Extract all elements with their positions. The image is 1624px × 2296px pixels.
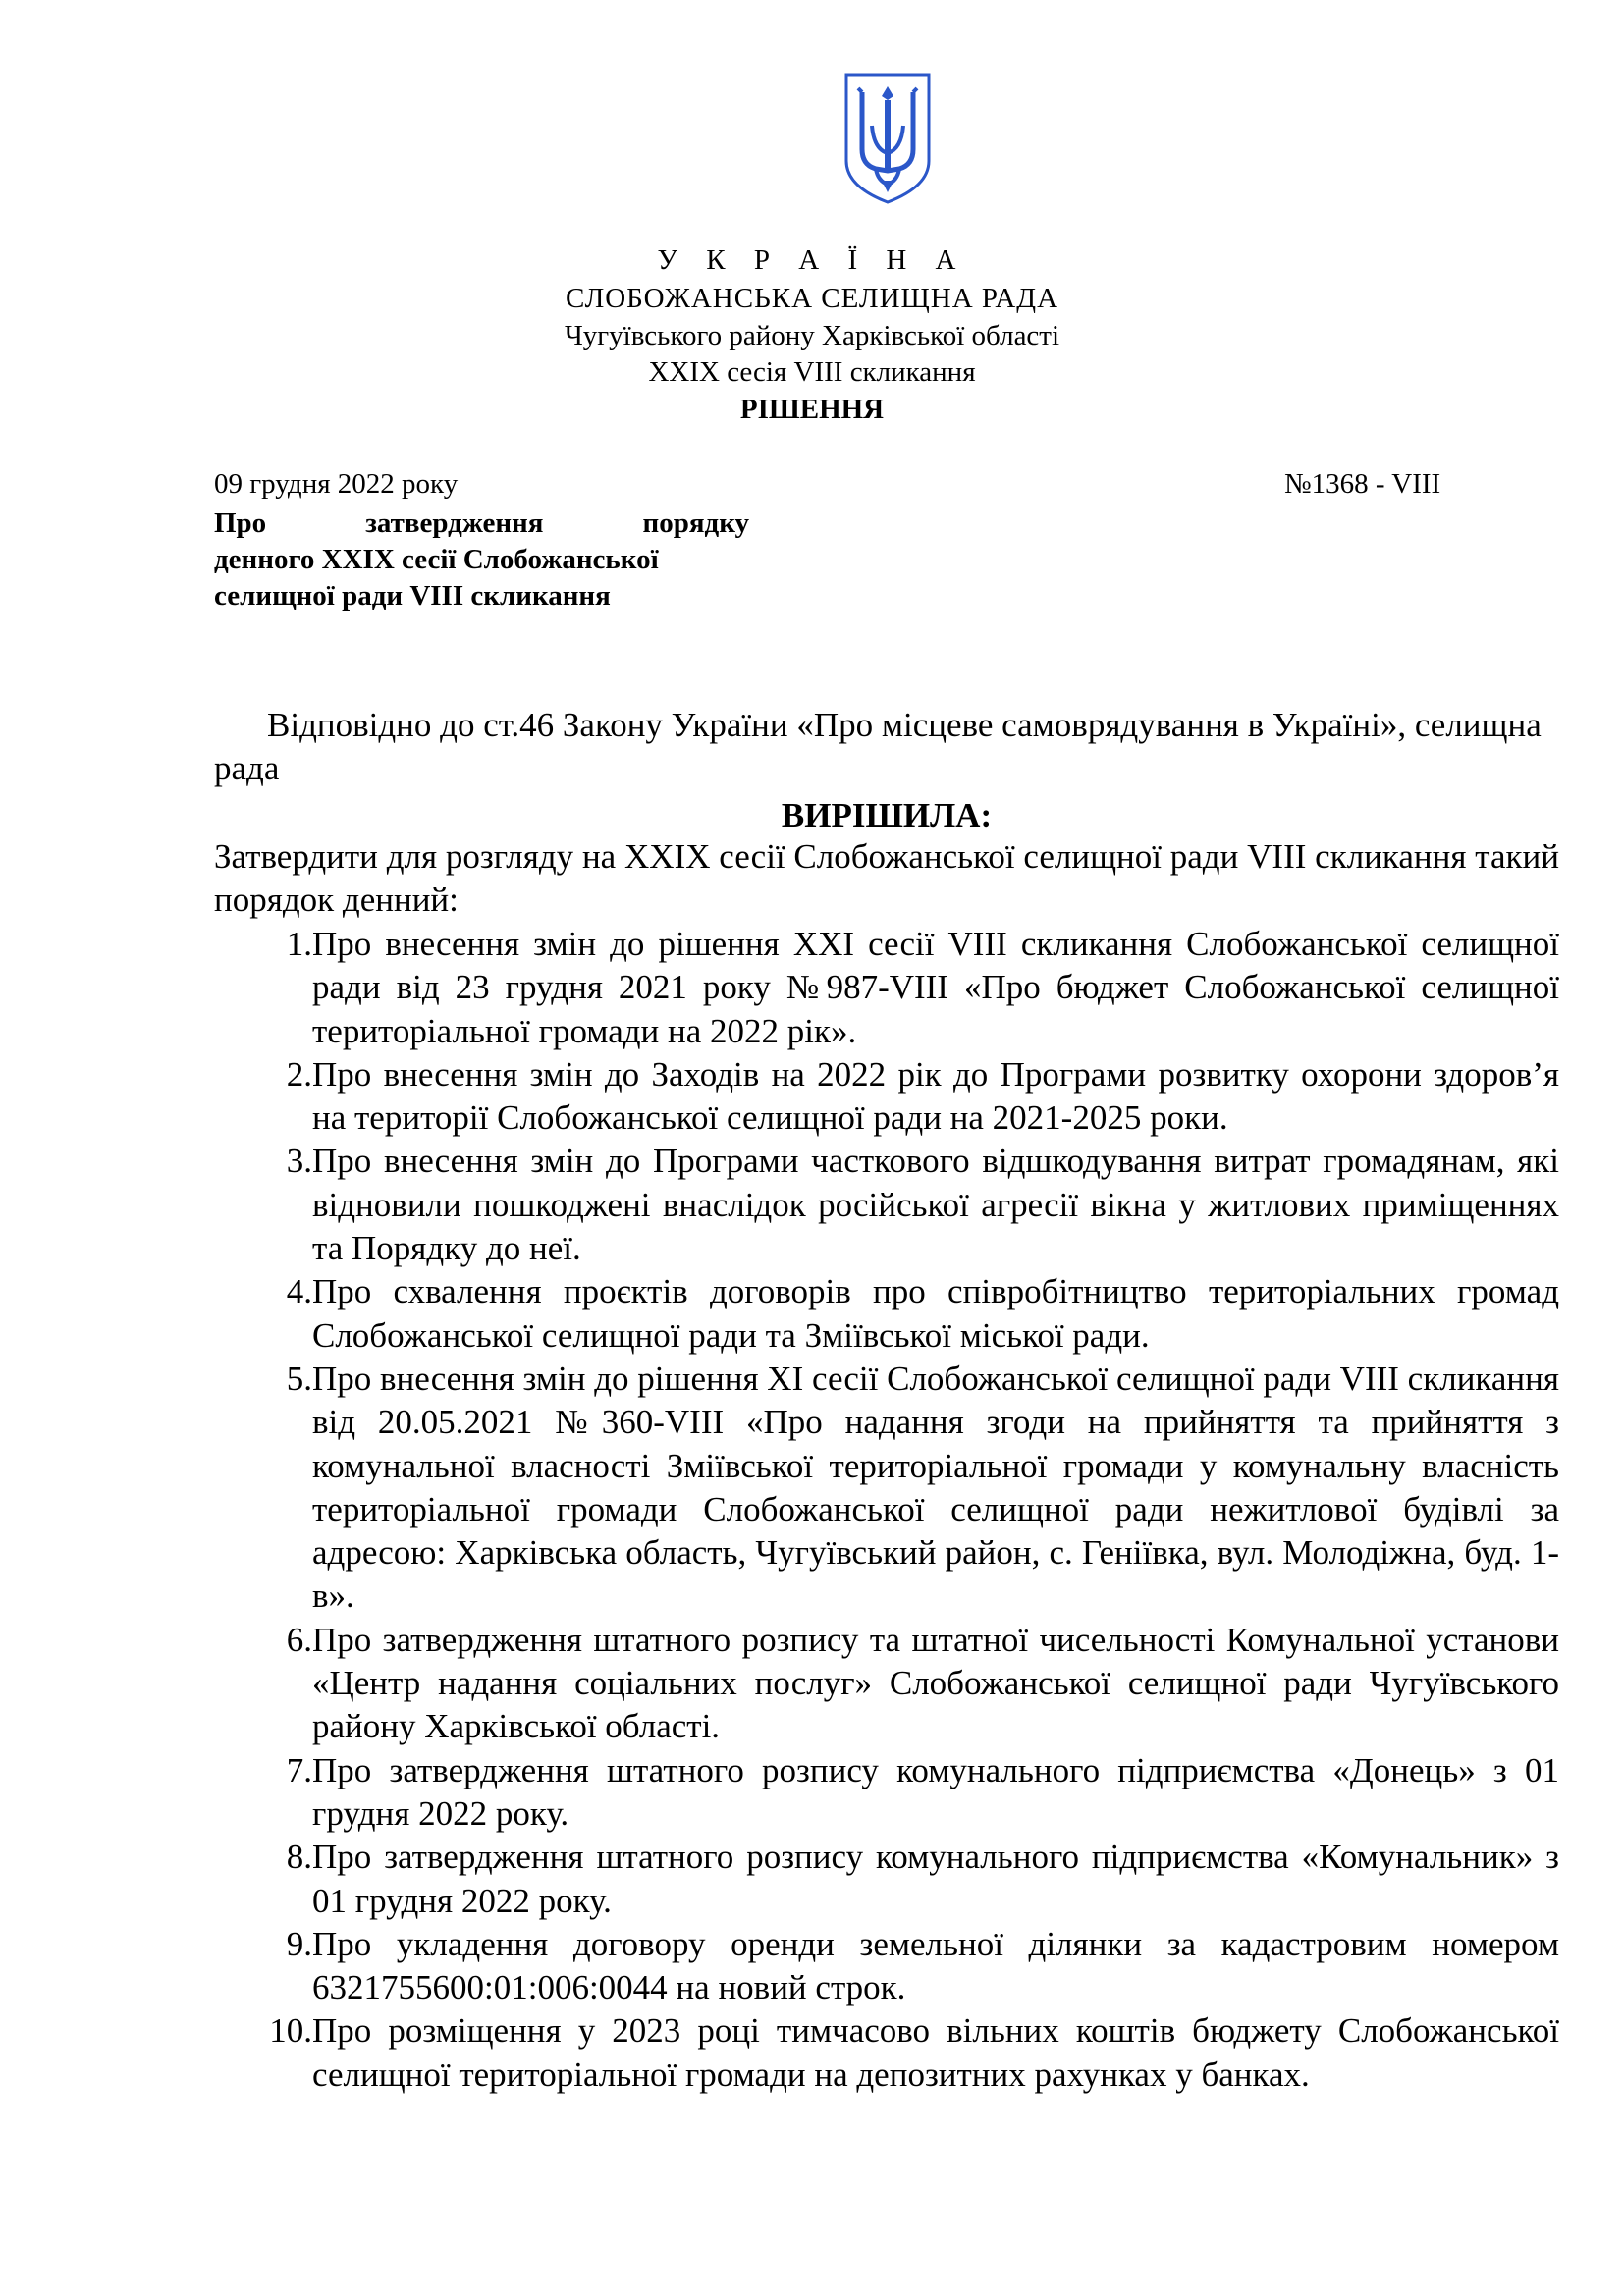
subject-line: селищної ради VIII скликання (214, 580, 611, 612)
agenda-item (214, 1836, 1559, 1923)
agenda-list (214, 923, 1559, 2097)
council-name: СЛОБОЖАНСЬКА СЕЛИЩНА РАДА (565, 283, 1059, 314)
agenda-item-text: Про внесення змін до Програми часткового відшкодування витрат громадянам, які відновили пошкоджені внаслідок російської агресії вікна у житлових приміщеннях та Порядку до неї. (312, 1142, 1559, 1268)
agenda-item (214, 1749, 1559, 1837)
agenda-item-number: 8. (286, 1838, 312, 1877)
subject-line: Про затвердження порядку (214, 507, 749, 539)
document-type: РІШЕННЯ (739, 394, 885, 425)
agenda-item-number: 10. (269, 2011, 312, 2051)
subject-line: денного XXIX сесії Слобожанської (214, 544, 659, 575)
agenda-item (214, 2009, 1559, 2097)
agenda-item-number: 6. (286, 1620, 312, 1659)
agenda-item-text: Про внесення змін до Заходів на 2022 рік до Програми розвитку охорони здоров’я на території Слобожанської селищної ради на 2021-2025 роки. (312, 1054, 1559, 1138)
district-name: Чугуївського району Харківської області (564, 320, 1060, 351)
agenda-item-text: Про внесення змін до рішення XI сесії Слобожанської селищної ради VIII скликання від 20.05.2021 №360-VIII «Про надання згоди на прийняття та прийняття з комунальної власності Зміївської територіальної громади у комунальну власність територіальної громади Слобожанської селищної ради нежитлової будівлі за адресою: Харківська область, Чугуївський район, с. Геніївка, вул. Молодіжна, буд. 1-в». (312, 1359, 1559, 1616)
agenda-item-number: 2. (286, 1054, 312, 1094)
coat-of-arms-icon (842, 71, 933, 206)
agenda-item (214, 1923, 1559, 2010)
agenda-item-number: 5. (286, 1359, 312, 1398)
agenda-item-number: 4. (286, 1272, 312, 1311)
agenda-item-text: Про затвердження штатного розпису та штатної чисельності Комунальної установи «Центр надання соціальних послуг» Слобожанської селищної ради Чугуївського району Харківської області. (312, 1620, 1559, 1746)
agenda-item-number: 9. (286, 1924, 312, 1963)
intro-paragraph: Відповідно до ст.46 Закону України «Про місцеве самоврядування в Україні», селищна рада (214, 706, 1542, 787)
resolved-heading: ВИРІШИЛА: (781, 796, 993, 834)
country-name: У К Р А Ї Н А (657, 244, 967, 276)
agenda-item-text: Про внесення змін до рішення XXI сесії VIII скликання Слобожанської селищної ради від 23 грудня 2021 року №987-VIII «Про бюджет Слобожанської селищної територіальної громади на 2022 рік». (312, 925, 1559, 1050)
agenda-item-number: 7. (286, 1750, 312, 1789)
agenda-item-text: Про схвалення проєктів договорів про співробітництво територіальних громад Слобожанської селищної ради та Зміївської міської ради. (312, 1272, 1559, 1355)
agenda-item (214, 923, 1559, 1053)
agenda-item-number: 1. (286, 925, 312, 963)
agenda-item (214, 1358, 1559, 1619)
agenda-item-text: Про затвердження штатного розпису комунального підприємства «Донець» з 01 грудня 2022 року. (312, 1750, 1559, 1833)
approve-paragraph: Затвердити для розгляду на XXIX сесії Слобожанської селищної ради VIII скликання такий порядок денний: (214, 837, 1559, 919)
agenda-item-text: Про розміщення у 2023 році тимчасово вільних коштів бюджету Слобожанської селищної територіальної громади на депозитних рахунках у банках. (312, 2011, 1559, 2094)
session-label: XXIX сесія VIII скликання (648, 356, 976, 388)
agenda-item (214, 1619, 1559, 1749)
agenda-item (214, 1140, 1559, 1270)
agenda-item-number: 3. (286, 1142, 312, 1181)
agenda-item (214, 1270, 1559, 1358)
agenda-item (214, 1053, 1559, 1141)
agenda-item-text: Про затвердження штатного розпису комунального підприємства «Комунальник» з 01 грудня 2022 року. (312, 1838, 1559, 1920)
decision-number: №1368 - VIII (1284, 468, 1441, 500)
decision-date: 09 грудня 2022 року (214, 468, 459, 500)
decision-subject (214, 506, 749, 614)
agenda-item-text: Про укладення договору оренди земельної ділянки за кадастровим номером 6321755600:01:006:0044 на новий строк. (312, 1924, 1559, 2007)
